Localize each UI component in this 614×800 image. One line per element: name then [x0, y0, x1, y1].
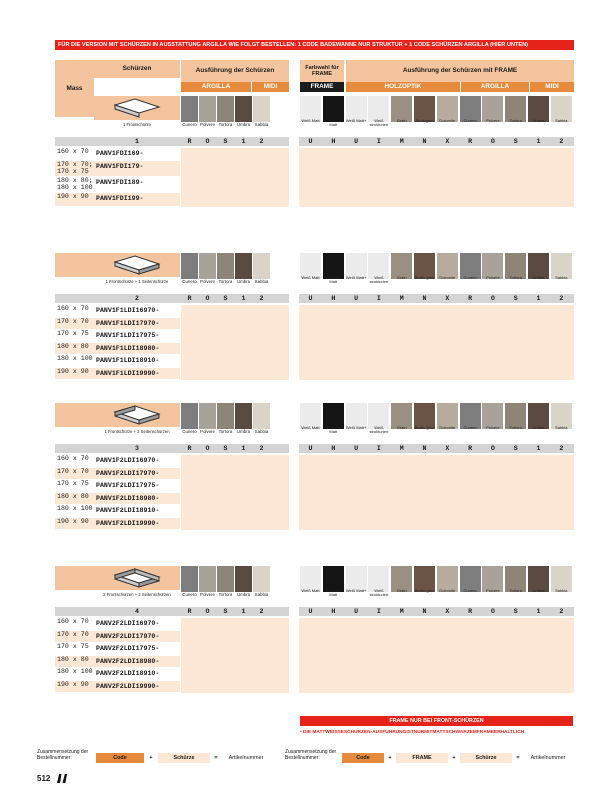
swatch-polvere [199, 96, 216, 122]
swatch-caption: Umbra [532, 275, 545, 280]
row-mass: 180 x 100 [57, 668, 93, 675]
swatch-caption: Tortora [509, 118, 522, 123]
footer-plus: + [149, 755, 153, 761]
footer-artikel: Artikelnummer [228, 755, 264, 761]
row-mass: 180 x 80; 180 x 100 [57, 177, 93, 191]
code-right: U [308, 138, 313, 145]
swatch-caption: Polvere [486, 588, 500, 593]
swatch-caption: Tortora [509, 588, 522, 593]
row-mass: 170 x 70 [57, 630, 89, 638]
schuerzen-image-cell [94, 403, 180, 427]
swatch-caption: Sabbia [555, 588, 568, 593]
block-number: 4 [135, 608, 139, 615]
swatch-caption: Burlin-gton [414, 588, 435, 593]
frame-note: FRAME NUR BEI FRONT-SCHÜRZEN [300, 716, 573, 726]
code-right: H [331, 138, 336, 145]
swatch-caption: Polvere [486, 425, 500, 430]
right-fill [299, 455, 574, 530]
row-mass: 190 x 90 [57, 517, 89, 525]
code-right: M [399, 445, 404, 452]
block-label: 2 Frontschürzen + 2 Seitenschürzen [103, 592, 171, 597]
footer-frame-pill: FRAME [396, 753, 448, 763]
left-fill [181, 618, 289, 693]
code-right: N [422, 295, 427, 302]
bathtub-apron-icon [109, 402, 165, 430]
mass-header-fill [55, 253, 94, 277]
code-left: R [187, 295, 192, 302]
row-article: PANV2F2LDI18910- [96, 670, 160, 677]
schuerzen-image-cell [94, 566, 180, 590]
row-mass: 190 x 90 [57, 367, 89, 375]
row-mass: 180 x 100 [57, 355, 93, 362]
footer-code-pill: Code [96, 753, 144, 763]
code-right: M [399, 608, 404, 615]
swatch-umbra [235, 566, 252, 592]
code-right: U [354, 295, 359, 302]
row-article: PANV1F2LDI17975- [96, 482, 160, 489]
left-fill [181, 148, 289, 207]
swatch-tortora [217, 403, 234, 429]
swatch-caption: Weiß strukturiert [369, 275, 389, 285]
code-left: 2 [259, 445, 264, 452]
code-left: 2 [259, 295, 264, 302]
row-article: PANV1FDI179- [96, 163, 144, 170]
swatch-caption: Weiß Matt [301, 588, 320, 593]
swatch-polvere [199, 566, 216, 592]
row-article: PANV1FDI189- [96, 179, 144, 186]
code-right: U [308, 445, 313, 452]
row-mass: 180 x 80 [57, 655, 89, 663]
code-right: I [376, 445, 381, 452]
row-article: PANV1F2LDI19990- [96, 519, 160, 527]
code-right: X [445, 295, 450, 302]
code-right: H [331, 445, 336, 452]
row-mass: 160 x 70 [57, 455, 89, 462]
code-right: X [445, 445, 450, 452]
swatch-caption: Sabbia [555, 425, 568, 430]
code-left: R [187, 608, 192, 615]
swatch-caption: Burlington [415, 118, 434, 123]
schuerzen-image-cell [94, 253, 180, 277]
swatch-caption: Tortora [509, 275, 522, 280]
header-ausfuehrung: Ausführung der Schürzen [181, 60, 289, 82]
swatch-caption: Weiß Matt+ [345, 118, 367, 123]
swatch-polvere [199, 403, 216, 429]
header-holzoptik: HOLZOPTIK [346, 82, 460, 92]
row-mass: 170 x 70; 170 x 75 [57, 161, 93, 175]
code-right: 1 [536, 445, 541, 452]
block-number: 2 [135, 295, 139, 302]
swatch-caption: Sabbia [254, 429, 269, 434]
swatch-caption: Tortora [218, 429, 233, 434]
footer-left-label: Zusammensetzung der Bestellnummer: [37, 749, 89, 761]
row-mass: 180 x 100 [57, 505, 93, 512]
row-mass: 160 x 70 [57, 305, 89, 312]
swatch-sabbia [253, 403, 270, 429]
footer-right-artikel: Artikelnummer [530, 755, 566, 761]
row-article: PANV2F2LDI17970- [96, 632, 160, 640]
code-right: R [468, 138, 473, 145]
code-right: I [376, 138, 381, 145]
swatch-caption: Grain [396, 425, 407, 430]
footer-right-plus-1: + [388, 755, 392, 761]
swatch-cunero [181, 253, 198, 279]
row-article: PANV1F1LDI17970- [96, 319, 160, 327]
swatch-caption: Burlin-gton [414, 275, 435, 280]
mass-header-fill [55, 566, 94, 590]
swatch-caption: Schwarz Matt [325, 588, 341, 598]
swatch-tortora [217, 96, 234, 122]
swatch-caption: Cunero [463, 425, 477, 430]
code-right: 2 [559, 608, 564, 615]
swatch-caption: Sabbia [254, 122, 269, 127]
code-right: R [468, 608, 473, 615]
code-right: X [445, 608, 450, 615]
swatch-caption: Grain [396, 275, 407, 280]
swatch-caption: Tortora [218, 592, 233, 597]
code-right: U [308, 295, 313, 302]
swatch-caption: Cunero [182, 429, 197, 434]
code-left: R [187, 445, 192, 452]
swatch-caption: Schwarz Matt [325, 425, 341, 435]
row-article: PANV1F1LDI16970- [96, 307, 160, 314]
swatch-caption: Sabbia [555, 118, 568, 123]
footer-right-label: Zusammensetzung der Bestellnummer: [285, 749, 337, 761]
swatch-cunero [181, 566, 198, 592]
swatch-caption: Umbra [532, 118, 545, 123]
code-right: R [468, 445, 473, 452]
swatch-caption: Umbra [236, 429, 251, 434]
code-right: 2 [559, 445, 564, 452]
swatch-caption: Dolomite [439, 275, 456, 280]
swatch-caption: Cunero [463, 275, 477, 280]
swatch-caption: Weiß Matt [301, 275, 320, 280]
row-mass: 170 x 70 [57, 467, 89, 475]
swatch-caption: Weiß Matt+ [345, 425, 367, 430]
row-article: PANV1F2LDI18910- [96, 507, 160, 514]
brand-logo-icon [57, 774, 67, 783]
code-right: U [354, 445, 359, 452]
footer-schuerze-pill: Schürze [158, 753, 210, 763]
code-right: H [331, 295, 336, 302]
row-mass: 170 x 75 [57, 480, 89, 487]
swatch-caption: Weiß strukturiert [369, 588, 389, 598]
swatch-umbra [235, 403, 252, 429]
bathtub-apron-icon [109, 252, 165, 280]
swatch-caption: Tortora [218, 279, 233, 284]
swatch-cunero [181, 96, 198, 122]
code-right: U [354, 608, 359, 615]
mass-header-fill [55, 403, 94, 427]
swatch-umbra [235, 253, 252, 279]
code-left: O [205, 445, 210, 452]
header-schuerzen: Schürzen [94, 60, 180, 78]
swatch-caption: Umbra [236, 592, 251, 597]
swatch-tortora [217, 253, 234, 279]
code-left: 1 [241, 445, 246, 452]
block-label: 1 Frontschürze + 2 Seitenschürzen [104, 429, 170, 434]
header-argilla: ARGILLA [181, 82, 251, 92]
right-fill [299, 305, 574, 380]
swatch-caption: Cunero [182, 592, 197, 597]
row-mass: 180 x 80 [57, 492, 89, 500]
swatch-sabbia [253, 566, 270, 592]
swatch-sabbia [253, 253, 270, 279]
row-mass: 160 x 70 [57, 148, 89, 155]
block-number: 3 [135, 445, 139, 452]
swatch-caption: Burlin-gton [414, 425, 435, 430]
swatch-caption: Weiß strukturiert [369, 425, 389, 435]
swatch-caption: Tortora [218, 122, 233, 127]
code-right: I [376, 295, 381, 302]
swatch-caption: Weiß Matt+ [345, 588, 367, 593]
code-right: O [490, 608, 495, 615]
code-left: R [187, 138, 192, 145]
right-fill [299, 618, 574, 693]
row-article: PANV1FDI169- [96, 150, 144, 157]
left-fill [181, 305, 289, 380]
row-mass: 180 x 80 [57, 342, 89, 350]
swatch-caption: Umbra [236, 279, 251, 284]
row-mass: 170 x 75 [57, 330, 89, 337]
code-left: S [223, 295, 228, 302]
header-mass: Mass [55, 60, 94, 117]
footer-right-schuerze-pill: Schürze [460, 753, 512, 763]
swatch-polvere [199, 253, 216, 279]
swatch-caption: Polvere [486, 275, 500, 280]
code-right: N [422, 608, 427, 615]
swatch-caption: Grain [396, 118, 407, 123]
bathtub-apron-icon [109, 95, 165, 123]
swatch-caption: Sabbia [254, 279, 269, 284]
swatch-caption: Cunero [463, 118, 477, 123]
swatch-sabbia [253, 96, 270, 122]
swatch-tortora [217, 566, 234, 592]
swatch-caption: Weiß Matt [301, 425, 320, 430]
schuerzen-image-cell [94, 96, 180, 120]
row-article: PANV1F2LDI17970- [96, 469, 160, 477]
code-right: 2 [559, 138, 564, 145]
code-right: I [376, 608, 381, 615]
swatch-caption: Cunero [463, 588, 477, 593]
right-fill [299, 148, 574, 207]
header-midi-right: MIDI [530, 82, 574, 92]
row-article: PANV2F2LDI16970- [96, 620, 160, 627]
code-right: X [445, 138, 450, 145]
swatch-umbra [235, 96, 252, 122]
swatch-caption: Weiß Matt [301, 118, 320, 123]
swatch-caption: Polvere [486, 118, 500, 123]
row-mass: 170 x 70 [57, 317, 89, 325]
row-article: PANV1F1LDI18910- [96, 357, 160, 364]
code-left: O [205, 608, 210, 615]
code-right: H [331, 608, 336, 615]
header-frame: FRAME [300, 82, 344, 92]
code-right: O [490, 138, 495, 145]
row-article: PANV1F1LDI19990- [96, 369, 160, 377]
bathtub-apron-icon [109, 565, 165, 593]
block-label: 1 Frontschürze [123, 122, 151, 127]
swatch-caption: Sabbia [555, 275, 568, 280]
code-right: 1 [536, 295, 541, 302]
code-right: U [354, 138, 359, 145]
code-left: S [223, 608, 228, 615]
code-right: S [513, 445, 518, 452]
code-left: S [223, 445, 228, 452]
swatch-caption: Tortora [509, 425, 522, 430]
swatch-caption: Grain [396, 588, 407, 593]
block-label: 1 Frontschürze + 1 Seitenschürze [105, 279, 169, 284]
code-left: 2 [259, 138, 264, 145]
swatch-caption: Polvere [200, 122, 215, 127]
code-right: 2 [559, 295, 564, 302]
code-right: M [399, 295, 404, 302]
row-article: PANV2F2LDI17975- [96, 645, 160, 652]
code-right: O [490, 445, 495, 452]
swatch-caption: Weiß strukturiert [369, 118, 389, 128]
row-article: PANV2F2LDI19990- [96, 682, 160, 690]
page-number: 512 [37, 774, 51, 783]
swatch-cunero [181, 403, 198, 429]
code-left: O [205, 295, 210, 302]
swatch-caption: Umbra [532, 425, 545, 430]
code-right: S [513, 138, 518, 145]
block-number: 1 [135, 138, 139, 145]
row-article: PANV1F2LDI18980- [96, 494, 160, 502]
code-left: 2 [259, 608, 264, 615]
swatch-caption: Schwarz Matt [325, 118, 341, 128]
swatch-caption: Dolomite [439, 588, 456, 593]
header-ausfuehrung-frame: Ausführung der Schürzen mit FRAME [346, 60, 574, 82]
code-right: S [513, 295, 518, 302]
row-mass: 190 x 90 [57, 680, 89, 688]
footer-right-plus-2: + [452, 755, 456, 761]
header-farbwahl: Farbwahl für FRAME [300, 60, 344, 82]
code-left: 1 [241, 608, 246, 615]
swatch-caption: Dolomite [439, 118, 456, 123]
header-argilla-right: ARGILLA [461, 82, 529, 92]
code-left: S [223, 138, 228, 145]
swatch-caption: Schwarz Matt [325, 275, 341, 285]
code-left: O [205, 138, 210, 145]
swatch-caption: Polvere [200, 592, 215, 597]
row-article: PANV1F1LDI18980- [96, 344, 160, 352]
order-banner: FÜR DIE VERSION MIT SCHÜRZEN IN AUSSTATTUNG ARGILLA WIE FOLGT BESTELLEN: 1 CODE BADEWANNE NUR STRUKTUR + 1 CODE SCHÜRZEN ARGILLA (HIER UNTEN) [55, 40, 574, 50]
footer-right-eq: = [516, 755, 520, 761]
footer-right-code-pill: Code [342, 753, 384, 763]
code-right: 1 [536, 138, 541, 145]
code-left: 1 [241, 138, 246, 145]
code-right: U [308, 608, 313, 615]
row-mass: 190 x 90 [57, 193, 89, 200]
swatch-caption: Dolomite [439, 425, 456, 430]
swatch-caption: Umbra [532, 588, 545, 593]
swatch-caption: Polvere [200, 429, 215, 434]
row-article: PANV1FDI199- [96, 195, 144, 202]
row-mass: 160 x 70 [57, 618, 89, 625]
code-right: S [513, 608, 518, 615]
code-right: M [399, 138, 404, 145]
code-right: 1 [536, 608, 541, 615]
footer-eq: = [214, 755, 218, 761]
swatch-caption: Umbra [236, 122, 251, 127]
swatch-caption: Weiß Matt+ [345, 275, 367, 280]
left-fill [181, 455, 289, 530]
swatch-caption: Sabbia [254, 592, 269, 597]
code-left: 1 [241, 295, 246, 302]
row-mass: 170 x 75 [57, 643, 89, 650]
swatch-caption: Cunero [182, 279, 197, 284]
row-article: PANV1F2LDI16970- [96, 457, 160, 464]
header-midi: MIDI [252, 82, 289, 92]
row-article: PANV2F2LDI18980- [96, 657, 160, 665]
row-article: PANV1F1LDI17975- [96, 332, 160, 339]
code-right: N [422, 138, 427, 145]
code-right: R [468, 295, 473, 302]
frame-subnote: • DIE MATTWEISSESCHÜRZEN-AUSFÜHRUNGISTNURMITMATTSCHWARZEMFRAMEERHÄLTLICH [300, 730, 525, 735]
code-right: O [490, 295, 495, 302]
code-right: N [422, 445, 427, 452]
swatch-caption: Cunero [182, 122, 197, 127]
swatch-caption: Polvere [200, 279, 215, 284]
